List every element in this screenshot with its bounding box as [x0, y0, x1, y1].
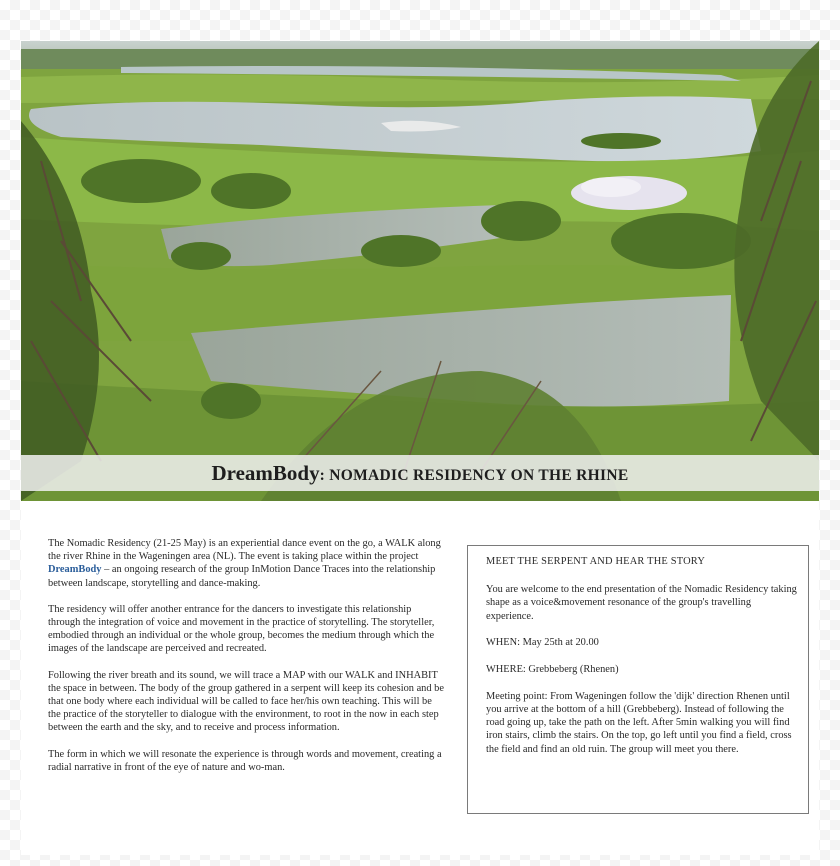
description-column — [48, 537, 446, 787]
title-banner — [21, 455, 819, 491]
event-info-box — [467, 545, 809, 814]
page-sheet — [21, 41, 819, 855]
paragraph-intro-text-a: The Nomadic Residency (21-25 May) is an experiential dance event on the go, a WALK along the river Rhine in the Wageningen area (NL). The event is taking place within the project — [48, 538, 441, 563]
info-when: WHEN: May 25th at 20.00 — [486, 637, 599, 649]
banner-subtitle: : NOMADIC RESIDENCY ON THE RHINE — [319, 467, 629, 484]
info-heading: MEET THE SERPENT AND HEAR THE STORY — [486, 556, 706, 567]
info-meeting-point: Meeting point: From Wageningen follow the 'dijk' direction Rhenen until you arrive at the bottom of a hill (Grebbeberg). Instead of following the road going up, take the path on the left. After 5min walking you will find iron stairs, climb the stairs. On the top, go left until you find a field, cross the field and find an old ruin. The group will meet you there. — [486, 690, 792, 755]
banner-title: DreamBody — [211, 461, 320, 485]
paragraph-intro-text-b: – an ongoing research of the group InMotion Dance Traces into the relationship between landscape, storytelling and dance-making. — [48, 564, 436, 589]
paragraph-residency: The residency will offer another entrance for the dancers to investigate this relationship through the integration of voice and movement in the practice of storytelling. The storyteller, embodied through an individual or the whole group, becomes the medium through which the images of the landscape are perceived and recreated. — [48, 603, 435, 655]
paragraph-intro — [48, 537, 446, 590]
paragraph-form: The form in which we will resonate the experience is through words and movement, creating a radial narrative in front of the eye of nature and wo-man. — [48, 748, 442, 773]
landscape-photo — [21, 41, 819, 501]
paragraph-walk: Following the river breath and its sound, we will trace a MAP with our WALK and INHABIT the space in between. The body of the group gathered in a serpent will keep its cohesion and be that one body where each individual will be called to face her/his own teaching. This will be the practice of the storyteller to dialogue with the environment, to root in the now in each step between the earth and the sky, and to receive and process information. — [48, 669, 444, 734]
info-intro: You are welcome to the end presentation of the Nomadic Residency taking shape as a voice&movement resonance of the group's travelling experience. — [486, 584, 797, 622]
info-where: WHERE: Grebbeberg (Rhenen) — [486, 664, 619, 676]
dreambody-link[interactable]: DreamBody — [48, 564, 102, 576]
